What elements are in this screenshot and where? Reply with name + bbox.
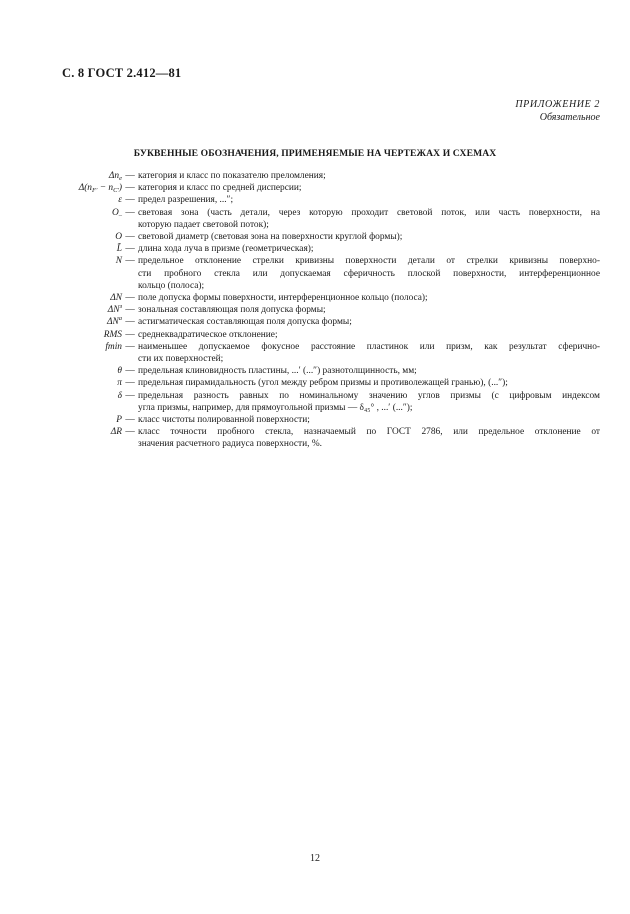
definition-row xyxy=(60,390,600,414)
definition-dash: — xyxy=(125,427,135,438)
definition-symbol: θ xyxy=(117,366,122,377)
definition-symbol: π xyxy=(117,378,122,389)
definition-line: световой диаметр (световая зона на поверхности круглой формы); xyxy=(138,232,403,243)
definition-row xyxy=(60,170,600,182)
definition-line: предельная разность равных по номинальному значению углов призмы (с цифровым индексом xyxy=(138,390,600,401)
definition-text xyxy=(138,414,600,426)
definition-text xyxy=(138,255,600,292)
definition-row xyxy=(60,329,600,341)
definition-row xyxy=(60,304,600,316)
definition-line: поле допуска формы поверхности, интерференционное кольцо (полоса); xyxy=(138,293,428,304)
definition-line: предельная пирамидальность (угол между ребром призмы и противолежащей гранью), (...″); xyxy=(138,378,508,389)
definition-symbol: O xyxy=(115,232,122,243)
definition-row xyxy=(60,292,600,304)
definition-dash: — xyxy=(125,171,135,181)
definition-dash: — xyxy=(125,293,135,304)
definition-text xyxy=(138,304,600,316)
definition-text xyxy=(138,341,600,365)
definition-row xyxy=(60,341,600,365)
definition-line: астигматическая составляющая поля допуска формы; xyxy=(138,317,352,328)
definition-dash: — xyxy=(125,317,135,328)
definition-line: угла призмы, например, для прямоугольной призмы — δ₄₅° , ...′ (...″); xyxy=(138,402,413,413)
definition-text xyxy=(138,231,600,243)
definition-line: класс чистоты полированной поверхности; xyxy=(138,415,310,426)
definition-dash: — xyxy=(125,341,135,352)
definition-dash: — xyxy=(125,390,135,401)
definition-symbol: $\Delta N^a$ xyxy=(106,315,122,328)
definition-line: кольцо (полоса); xyxy=(138,280,205,291)
definitions-list xyxy=(60,170,600,451)
definition-text xyxy=(138,365,600,377)
definition-line: сти пробного стекла или допускаемая сферичность плоской поверхности, интерференционное xyxy=(138,268,600,279)
definition-text xyxy=(138,243,600,255)
definition-text xyxy=(138,207,600,231)
definition-line: которую падает световой поток); xyxy=(138,219,269,230)
definition-dash: — xyxy=(125,415,135,426)
definition-symbol: $\Delta(n_{F'} - n_{C'})$ xyxy=(78,183,122,195)
appendix-label: ПРИЛОЖЕНИЕ 2 xyxy=(515,99,600,110)
definition-dash: — xyxy=(125,256,135,267)
definition-symbol: RMS xyxy=(103,329,122,340)
definition-text xyxy=(138,316,600,328)
definition-symbol: ΔN xyxy=(110,293,122,304)
definition-line: предел разрешения, ...″; xyxy=(138,195,234,206)
definition-symbol: δ xyxy=(117,390,122,401)
definition-text xyxy=(138,426,600,450)
definition-row xyxy=(60,377,600,389)
definition-line: категория и класс по средней дисперсии; xyxy=(138,183,302,194)
definition-symbol: L̃ xyxy=(116,244,122,255)
definition-text xyxy=(138,170,600,182)
definition-row xyxy=(60,365,600,377)
definition-dash: — xyxy=(125,329,135,340)
definition-symbol: $O_-$ xyxy=(111,207,122,219)
definition-row xyxy=(60,426,600,450)
definition-text xyxy=(138,292,600,304)
appendix-label-block xyxy=(515,98,600,124)
definition-line: световая зона (часть детали, через которую проходит световой поток, или часть поверхности, на xyxy=(138,207,600,218)
definition-symbol: fmin xyxy=(105,341,122,352)
definition-symbol: N xyxy=(115,256,122,267)
definition-symbol: $\Delta N^з$ xyxy=(107,303,122,316)
definition-text xyxy=(138,182,600,194)
appendix-status: Обязательное xyxy=(539,112,600,123)
definition-row xyxy=(60,255,600,292)
definition-dash: — xyxy=(125,232,135,243)
definition-line: наименьшее допускаемое фокусное расстояние пластинок или призм, как результат сферично- xyxy=(138,341,600,352)
definition-line: класс точности пробного стекла, назначаемый по ГОСТ 2786, или предельное отклонение от xyxy=(138,427,600,438)
definition-dash: — xyxy=(125,195,135,206)
definition-row xyxy=(60,414,600,426)
definition-row xyxy=(60,194,600,206)
document-header: С. 8 ГОСТ 2.412—81 xyxy=(62,66,182,80)
definition-line: предельная клиновидность пластины, ...′ (...″) разнотолщинность, мм; xyxy=(138,366,417,377)
definition-text xyxy=(138,377,600,389)
definition-dash: — xyxy=(125,183,135,194)
definition-dash: — xyxy=(125,366,135,377)
definition-line: сти их поверхностей; xyxy=(138,354,224,365)
definition-text xyxy=(138,194,600,206)
definition-text xyxy=(138,329,600,341)
definition-symbol: P xyxy=(116,415,122,426)
definition-dash: — xyxy=(125,305,135,316)
definition-line: предельное отклонение стрелки кривизны поверхности детали от стрелки кривизны поверхно- xyxy=(138,256,600,267)
definition-dash: — xyxy=(125,207,135,218)
definition-row xyxy=(60,243,600,255)
definition-row xyxy=(60,316,600,328)
definition-symbol: $\Delta n_e$ xyxy=(108,171,122,182)
definition-line: значения расчетного радиуса поверхности, %. xyxy=(138,439,322,450)
definition-line: длина хода луча в призме (геометрическая); xyxy=(138,244,314,255)
page-number: 12 xyxy=(310,853,320,864)
definition-dash: — xyxy=(125,244,135,255)
definition-symbol: ε xyxy=(118,195,122,206)
definition-line: зональная составляющая поля допуска формы; xyxy=(138,305,326,316)
definition-row xyxy=(60,182,600,194)
section-title: БУКВЕННЫЕ ОБОЗНАЧЕНИЯ, ПРИМЕНЯЕМЫЕ НА ЧЕРТЕЖАХ И СХЕМАХ xyxy=(133,148,497,159)
definition-dash: — xyxy=(125,378,135,389)
definition-row xyxy=(60,231,600,243)
definition-line: среднеквадратическое отклонение; xyxy=(138,329,278,340)
definition-row xyxy=(60,207,600,231)
definition-text xyxy=(138,390,600,414)
definition-symbol: ΔR xyxy=(110,427,122,438)
definition-line: категория и класс по показателю преломления; xyxy=(138,171,326,181)
